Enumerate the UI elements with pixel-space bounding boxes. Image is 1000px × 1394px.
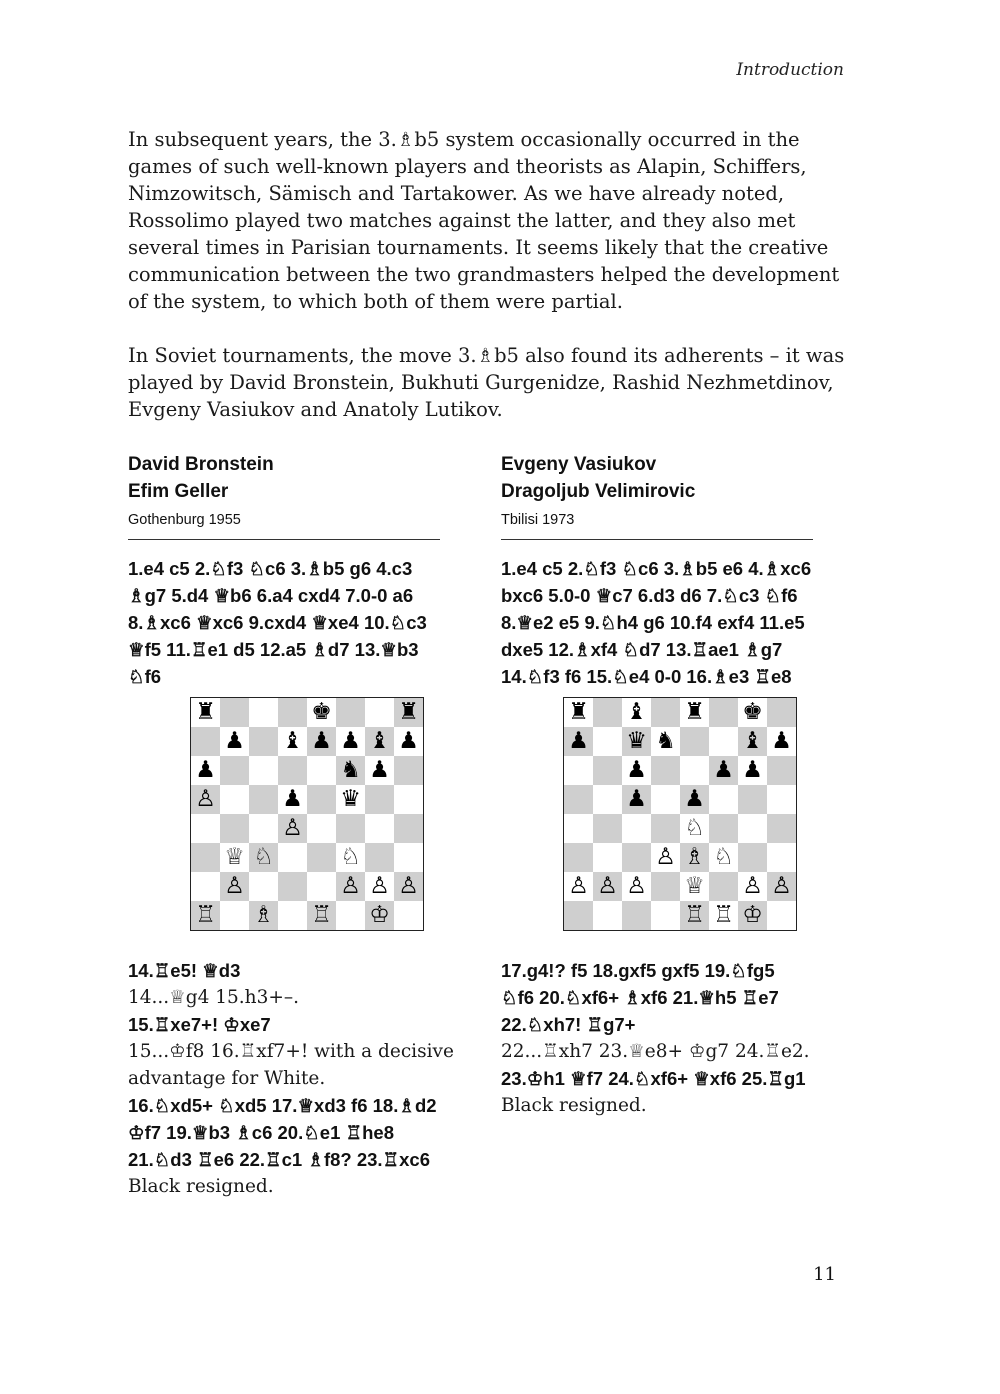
- chess-piece-icon: ♜: [684, 699, 705, 725]
- board-square: [709, 901, 738, 930]
- annotation-line: 14...♕g4 15.h3+–.: [128, 987, 299, 1008]
- board-square: [307, 785, 336, 814]
- chess-piece-icon: ♙: [398, 873, 419, 899]
- board-square: [191, 901, 220, 930]
- board-square: [278, 698, 307, 727]
- intro-paragraph-2: [128, 342, 858, 423]
- board-square: [191, 785, 220, 814]
- chess-piece-icon: ♗: [684, 844, 705, 870]
- board-square: [394, 901, 423, 930]
- board-square: [307, 698, 336, 727]
- board-square: [709, 785, 738, 814]
- chess-piece-icon: ♙: [224, 873, 245, 899]
- board-square: [336, 698, 365, 727]
- board-square: [220, 698, 249, 727]
- chess-piece-icon: ♘: [684, 815, 705, 841]
- chess-piece-icon: ♝: [626, 699, 647, 725]
- annotation-line: 15...♔f8 16.♖xf7+! with a decisive advantage for White.: [128, 1041, 454, 1089]
- board-square: [564, 756, 593, 785]
- board-square: [336, 872, 365, 901]
- board-square: [651, 727, 680, 756]
- board-square: [738, 872, 767, 901]
- board-square: [593, 901, 622, 930]
- board-square: [680, 756, 709, 785]
- chess-piece-icon: ♘: [340, 844, 361, 870]
- board-square: [191, 727, 220, 756]
- board-square: [365, 727, 394, 756]
- board-square: [220, 843, 249, 872]
- chess-piece-icon: ♟: [742, 757, 763, 783]
- board-square: [651, 756, 680, 785]
- board-square: [336, 901, 365, 930]
- board-square: [767, 872, 796, 901]
- black-player-name: Dragoljub Velimirovic: [501, 481, 696, 502]
- chess-piece-icon: ♛: [626, 728, 647, 754]
- board-square: [394, 814, 423, 843]
- board-square: [249, 901, 278, 930]
- board-square: [709, 814, 738, 843]
- board-square: [767, 756, 796, 785]
- chess-piece-icon: ♟: [398, 728, 419, 754]
- board-square: [651, 698, 680, 727]
- chess-piece-icon: ♔: [369, 902, 390, 928]
- chess-piece-icon: ♕: [684, 873, 705, 899]
- board-square: [278, 901, 307, 930]
- chess-piece-icon: ♟: [771, 728, 792, 754]
- board-square: [564, 785, 593, 814]
- board-square: [220, 727, 249, 756]
- chess-board: [563, 697, 797, 931]
- chess-piece-icon: ♙: [282, 815, 303, 841]
- chess-piece-icon: ♖: [713, 902, 734, 928]
- board-square: [278, 814, 307, 843]
- board-square: [249, 727, 278, 756]
- board-square: [680, 785, 709, 814]
- board-square: [336, 843, 365, 872]
- chess-piece-icon: ♟: [684, 786, 705, 812]
- board-square: [307, 872, 336, 901]
- board-square: [365, 901, 394, 930]
- chess-piece-icon: ♝: [369, 728, 390, 754]
- chess-piece-icon: ♜: [195, 699, 216, 725]
- board-square: [307, 756, 336, 785]
- chess-piece-icon: ♜: [398, 699, 419, 725]
- board-square: [622, 814, 651, 843]
- board-square: [394, 872, 423, 901]
- intro-paragraph-1: [128, 126, 858, 315]
- chess-piece-icon: ♙: [655, 844, 676, 870]
- game-continuation: [501, 957, 851, 1119]
- chess-piece-icon: ♚: [311, 699, 332, 725]
- chess-piece-icon: ♜: [568, 699, 589, 725]
- chess-piece-icon: ♞: [340, 757, 361, 783]
- running-head: Introduction: [736, 60, 844, 80]
- annotation-line: Black resigned.: [501, 1095, 647, 1116]
- board-square: [365, 843, 394, 872]
- board-square: [680, 901, 709, 930]
- board-square: [278, 756, 307, 785]
- board-square: [680, 814, 709, 843]
- board-square: [365, 814, 394, 843]
- board-square: [564, 727, 593, 756]
- chess-piece-icon: ♟: [195, 757, 216, 783]
- board-square: [365, 698, 394, 727]
- board-square: [307, 727, 336, 756]
- chess-piece-icon: ♖: [684, 902, 705, 928]
- board-square: [651, 814, 680, 843]
- board-square: [622, 901, 651, 930]
- board-square: [278, 727, 307, 756]
- board-square: [394, 727, 423, 756]
- chess-piece-icon: ♙: [597, 873, 618, 899]
- chess-piece-icon: ♙: [369, 873, 390, 899]
- page-number: 11: [813, 1264, 836, 1285]
- board-square: [220, 814, 249, 843]
- board-square: [394, 785, 423, 814]
- board-square: [709, 756, 738, 785]
- board-square: [767, 727, 796, 756]
- black-player-name: Efim Geller: [128, 481, 229, 502]
- chess-piece-icon: ♘: [253, 844, 274, 870]
- annotation-line: Black resigned.: [128, 1176, 274, 1197]
- chess-piece-icon: ♞: [655, 728, 676, 754]
- board-square: [394, 843, 423, 872]
- board-square: [365, 756, 394, 785]
- board-square: [593, 727, 622, 756]
- board-square: [651, 785, 680, 814]
- chess-piece-icon: ♔: [742, 902, 763, 928]
- board-square: [249, 843, 278, 872]
- chess-piece-icon: ♝: [742, 728, 763, 754]
- board-square: [564, 901, 593, 930]
- board-square: [709, 698, 738, 727]
- board-square: [307, 814, 336, 843]
- chess-piece-icon: ♟: [311, 728, 332, 754]
- chess-piece-icon: ♗: [253, 902, 274, 928]
- board-square: [220, 872, 249, 901]
- chess-piece-icon: ♙: [195, 786, 216, 812]
- chess-piece-icon: ♙: [568, 873, 589, 899]
- game-moves: 1.e4 c5 2.♘f3 ♘c6 3.♗b5 e6 4.♗xc6 bxc6 5.0-0 ♕c7 6.d3 d6 7.♘c3 ♘f6 8.♕e2 e5 9.♘h4 g6 10.f4 exf4 11.e5 dxe5 12.♗xf4 ♘d7 13.♖ae1 ♗g7 14.♘f3 f6 15.♘e4 0-0 16.♗e3 ♖e8: [501, 558, 812, 687]
- board-square: [767, 843, 796, 872]
- board-square: [307, 843, 336, 872]
- chess-piece-icon: ♖: [311, 902, 332, 928]
- board-square: [738, 756, 767, 785]
- board-square: [191, 814, 220, 843]
- chess-piece-icon: ♙: [626, 873, 647, 899]
- board-square: [336, 785, 365, 814]
- chess-piece-icon: ♕: [224, 844, 245, 870]
- white-player-name: Evgeny Vasiukov: [501, 454, 657, 475]
- chess-piece-icon: ♙: [771, 873, 792, 899]
- board-square: [564, 814, 593, 843]
- chess-piece-icon: ♙: [742, 873, 763, 899]
- board-square: [651, 843, 680, 872]
- board-square: [191, 756, 220, 785]
- board-square: [593, 843, 622, 872]
- white-player-name: David Bronstein: [128, 454, 274, 475]
- board-square: [593, 814, 622, 843]
- paragraph-text: In Soviet tournaments, the move 3.♗b5 also found its adherents – it was played by David Bronstein, Bukhuti Gurgenidze, Rashid Nezhmetdinov, Evgeny Vasiukov and Anatoly Lutikov.: [128, 344, 845, 421]
- board-square: [191, 872, 220, 901]
- board-square: [709, 872, 738, 901]
- board-square: [622, 756, 651, 785]
- move-line: 14.♖e5! ♕d3: [128, 960, 241, 981]
- move-line: 15.♖xe7+! ♔xe7: [128, 1014, 271, 1035]
- board-square: [307, 901, 336, 930]
- board-square: [622, 785, 651, 814]
- board-square: [709, 727, 738, 756]
- board-square: [738, 698, 767, 727]
- game-moves: 1.e4 c5 2.♘f3 ♘c6 3.♗b5 g6 4.c3 ♗g7 5.d4 ♕b6 6.a4 cxd4 7.0-0 a6 8.♗xc6 ♕xc6 9.cxd4 ♕xe4 10.♘c3 ♕f5 11.♖e1 d5 12.a5 ♗d7 13.♕b3 ♘f6: [128, 558, 427, 687]
- chess-piece-icon: ♟: [282, 786, 303, 812]
- board-square: [191, 698, 220, 727]
- board-square: [278, 843, 307, 872]
- chess-piece-icon: ♟: [568, 728, 589, 754]
- game-continuation: [128, 957, 478, 1200]
- annotation-line: 22...♖xh7 23.♕e8+ ♔g7 24.♖e2.: [501, 1041, 810, 1062]
- board-square: [767, 785, 796, 814]
- board-square: [767, 698, 796, 727]
- board-square: [767, 901, 796, 930]
- board-square: [738, 785, 767, 814]
- board-square: [394, 756, 423, 785]
- board-square: [651, 901, 680, 930]
- board-square: [680, 698, 709, 727]
- board-square: [249, 756, 278, 785]
- chess-piece-icon: ♚: [742, 699, 763, 725]
- board-square: [564, 698, 593, 727]
- board-square: [622, 727, 651, 756]
- chess-piece-icon: ♟: [626, 757, 647, 783]
- chess-piece-icon: ♝: [282, 728, 303, 754]
- event-label: Gothenburg 1955: [128, 512, 440, 540]
- board-square: [593, 756, 622, 785]
- board-square: [622, 872, 651, 901]
- board-square: [767, 814, 796, 843]
- board-square: [680, 843, 709, 872]
- board-square: [738, 901, 767, 930]
- board-square: [593, 872, 622, 901]
- board-square: [336, 814, 365, 843]
- board-square: [738, 727, 767, 756]
- chess-piece-icon: ♖: [195, 902, 216, 928]
- chess-piece-icon: ♘: [713, 844, 734, 870]
- board-square: [622, 843, 651, 872]
- board-square: [680, 872, 709, 901]
- chess-piece-icon: ♟: [369, 757, 390, 783]
- chess-piece-icon: ♟: [340, 728, 361, 754]
- paragraph-text: In subsequent years, the 3.♗b5 system occasionally occurred in the games of such well-known players and theorists as Alapin, Schiffers, Nimzowitsch, Sämisch and Tartakower. As we have already noted, Rossolimo played two matches against the latter, and they also met several times in Parisian tournaments. It seems likely that the creative communication between the two grandmasters helped the development of the system, to which both of them were partial.: [128, 128, 840, 313]
- board-square: [622, 698, 651, 727]
- board-square: [365, 872, 394, 901]
- board-square: [249, 814, 278, 843]
- chess-piece-icon: ♟: [224, 728, 245, 754]
- chess-piece-icon: ♟: [626, 786, 647, 812]
- event-label: Tbilisi 1973: [501, 512, 813, 540]
- move-line: 16.♘xd5+ ♘xd5 17.♕xd3 f6 18.♗d2 ♔f7 19.♕b3 ♗c6 20.♘e1 ♖he8 21.♘d3 ♖e6 22.♖c1 ♗f8? 23.♖xc6: [128, 1095, 437, 1170]
- chess-piece-icon: ♙: [340, 873, 361, 899]
- board-square: [564, 843, 593, 872]
- game-bronstein-geller: [128, 451, 478, 1200]
- board-square: [336, 727, 365, 756]
- board-square: [738, 843, 767, 872]
- chess-board: [190, 697, 424, 931]
- board-square: [680, 727, 709, 756]
- board-square: [336, 756, 365, 785]
- board-square: [220, 901, 249, 930]
- board-square: [278, 785, 307, 814]
- board-square: [249, 698, 278, 727]
- board-square: [564, 872, 593, 901]
- board-square: [593, 785, 622, 814]
- board-square: [220, 785, 249, 814]
- board-square: [394, 698, 423, 727]
- board-square: [220, 756, 249, 785]
- board-square: [709, 843, 738, 872]
- chess-piece-icon: ♟: [713, 757, 734, 783]
- game-vasiukov-velimirovic: [501, 451, 851, 1119]
- board-square: [593, 698, 622, 727]
- chess-piece-icon: ♛: [340, 786, 361, 812]
- board-square: [365, 785, 394, 814]
- board-square: [191, 843, 220, 872]
- move-line: 17.g4!? f5 18.gxf5 gxf5 19.♘fg5 ♘f6 20.♘xf6+ ♗xf6 21.♕h5 ♖e7 22.♘xh7! ♖g7+: [501, 960, 779, 1035]
- board-square: [738, 814, 767, 843]
- board-square: [651, 872, 680, 901]
- board-square: [249, 785, 278, 814]
- board-square: [249, 872, 278, 901]
- move-line: 23.♔h1 ♕f7 24.♘xf6+ ♕xf6 25.♖g1: [501, 1068, 806, 1089]
- board-square: [278, 872, 307, 901]
